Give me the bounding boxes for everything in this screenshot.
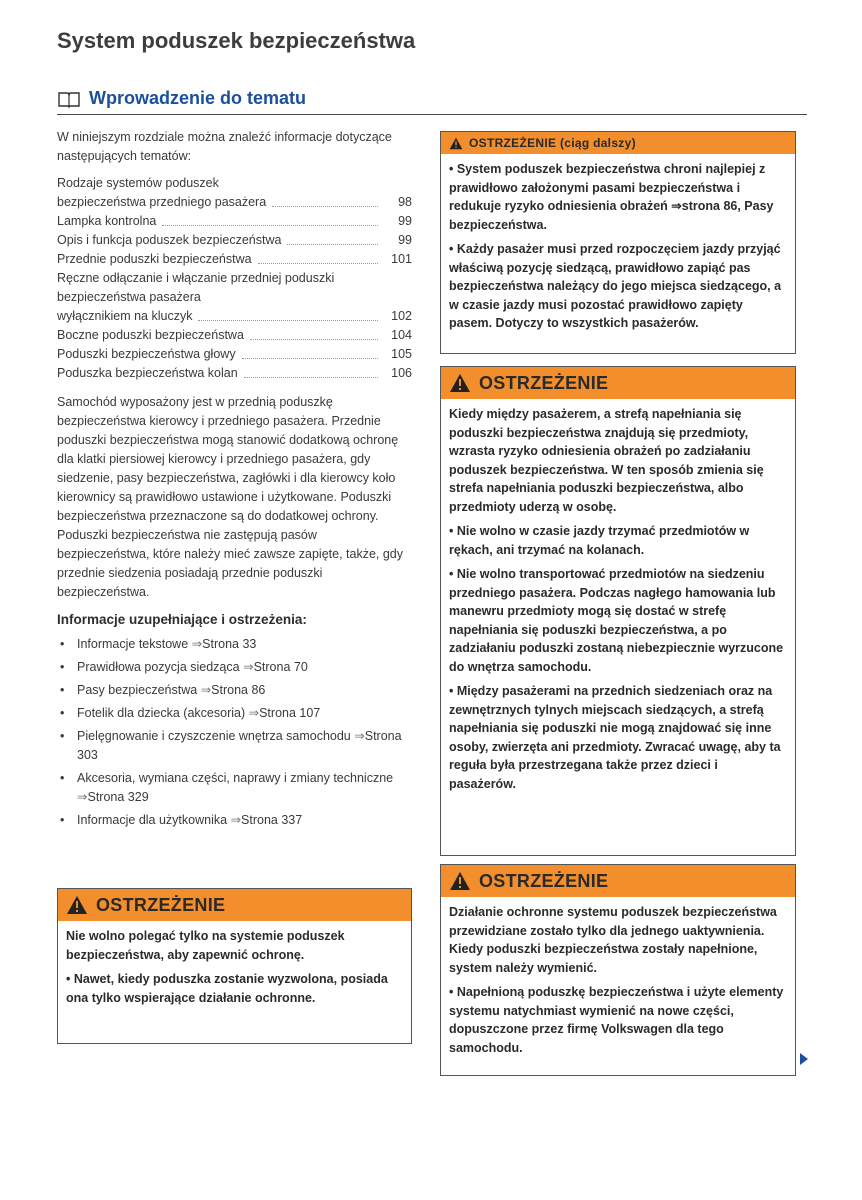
warning-paragraph: • Napełnioną poduszkę bezpieczeństwa i użyte elementy systemu natychmiast wymienić na nowe części, dopuszczone przez firmę Volkswagen dla tego samochodu. [449, 985, 784, 1055]
info-item-ref[interactable]: Strona 337 [241, 813, 303, 827]
warning-title: OSTRZEŻENIE [96, 894, 226, 915]
toc-page: 99 [398, 214, 412, 228]
info-item-ref[interactable]: Strona 107 [259, 706, 321, 720]
toc-label: bezpieczeństwa przedniego pasażera [57, 195, 267, 209]
warning-title: OSTRZEŻENIE [479, 372, 609, 393]
warning-paragraph: Działanie ochronne systemu poduszek bezpieczeństwa przewidziane zostało tylko dla jednego uaktywnienia. Kiedy poduszki bezpieczeństwa zostały napełnione, system należy wymienić. [449, 905, 777, 975]
toc-label-prefix: Ręczne odłączanie i włączanie przedniej poduszki bezpieczeństwa pasażera [57, 271, 335, 304]
info-item-ref[interactable]: Strona 70 [253, 660, 308, 674]
info-item-text: Informacje tekstowe [77, 637, 189, 651]
arrow-icon: ⇒ [248, 706, 260, 720]
arrow-icon: ⇒ [230, 813, 242, 827]
section-header [57, 86, 807, 115]
left-column [57, 128, 412, 834]
toc-label: Lampka kontrolna [57, 214, 157, 228]
toc-entry[interactable] [57, 212, 412, 231]
book-icon [57, 90, 81, 108]
arrow-icon: ⇒ [354, 729, 365, 743]
toc-page: 99 [398, 233, 412, 247]
warning-body [58, 921, 411, 1015]
warning-paragraph: Nie wolno polegać tylko na systemie poduszek bezpieczeństwa, aby zapewnić ochronę. [66, 929, 345, 962]
toc-entry[interactable] [57, 231, 412, 250]
toc-page: 104 [391, 328, 412, 342]
toc-label: Boczne poduszki bezpieczeństwa [57, 328, 244, 342]
toc-label: Przednie poduszki bezpieczeństwa [57, 252, 252, 266]
info-item[interactable]: • Prawidłowa pozycja siedząca ⇒Strona 70 [60, 660, 308, 674]
warning-title: OSTRZEŻENIE [479, 870, 609, 891]
table-of-contents [57, 174, 412, 383]
arrow-icon: ⇒ [200, 683, 212, 697]
warning-header [441, 132, 795, 154]
info-item[interactable]: • Pielęgnowanie i czyszczenie wnętrza samochodu ⇒Strona 303 [60, 729, 402, 762]
warning-triangle-icon [449, 373, 471, 393]
toc-page: 102 [391, 309, 412, 323]
intro-text: W niniejszym rozdziale można znaleźć informacje dotyczące następujących tematów: [57, 130, 392, 163]
toc-page: 98 [398, 195, 412, 209]
toc-entry[interactable] [57, 345, 412, 364]
info-item[interactable]: • Informacje tekstowe ⇒Strona 33 [60, 637, 257, 651]
warning-body [441, 897, 795, 1065]
info-item[interactable]: • Pasy bezpieczeństwa ⇒Strona 86 [60, 683, 266, 697]
toc-label: wyłącznikiem na kluczyk [57, 309, 193, 323]
warning-box-continued [440, 131, 796, 354]
warning-title: OSTRZEŻENIE (ciąg dalszy) [469, 136, 636, 150]
info-item-ref[interactable]: Strona 86 [211, 683, 266, 697]
info-item[interactable]: • Fotelik dla dziecka (akcesoria) ⇒Strona 107 [60, 706, 321, 720]
body-text: Samochód wyposażony jest w przednią poduszkę bezpieczeństwa kierowcy i przedniego pasażera. Przednie poduszki bezpieczeństwa mogą stanowić dodatkową ochronę dla klatki piersiowej kierowcy i przedniego pasażera, gdy siedzenie, pasy bezpieczeństwa, zagłówki i dla kierowcy koło kierownicy są prawidłowo ustawione i użytkowane. Poduszki bezpieczeństwa przeznaczone są do dodatkowej ochrony. Poduszki bezpieczeństwa nie zastępują pasów bezpieczeństwa, które należy mieć zawsze zapięte, także, gdy przednie siedzenia posiadają przednie poduszki bezpieczeństwa. [57, 395, 404, 599]
warning-header [58, 889, 411, 921]
warning-header [441, 367, 795, 399]
toc-page: 105 [391, 347, 412, 361]
toc-entry[interactable] [57, 269, 412, 326]
warning-paragraph: • Między pasażerami na przednich siedzeniach oraz na zewnętrznych tylnych miejscach siedzących, a strefą napełniania się poduszki nie mogą znajdować się inne osoby, zwierzęta ani przedmioty. Zwracać uwagę, aby ta reguła była przestrzegana także przez dzieci i pasażerów. [449, 684, 781, 791]
warning-triangle-icon [66, 895, 88, 915]
section-title: Wprowadzenie do tematu [89, 88, 307, 108]
info-item-ref[interactable]: Strona 303 [77, 729, 402, 762]
arrow-icon: ⇒ [243, 660, 254, 674]
info-item-text: Pielęgnowanie i czyszczenie wnętrza samochodu [77, 729, 351, 743]
warning-paragraph: • Nie wolno w czasie jazdy trzymać przedmiotów w rękach, ani trzymać na kolanach. [449, 524, 750, 557]
info-item-ref[interactable]: Strona 33 [202, 637, 257, 651]
info-heading: Informacje uzupełniające i ostrzeżenia: [57, 612, 307, 627]
toc-label: Poduszki bezpieczeństwa głowy [57, 347, 236, 361]
warning-box-left [57, 888, 412, 1044]
toc-entry[interactable] [57, 174, 412, 212]
toc-label: Opis i funkcja poduszek bezpieczeństwa [57, 233, 282, 247]
info-item-text: Akcesoria, wymiana części, naprawy i zmiany techniczne [77, 771, 394, 785]
toc-page: 106 [391, 366, 412, 380]
info-item[interactable]: • Akcesoria, wymiana części, naprawy i zmiany techniczne ⇒Strona 329 [60, 771, 394, 804]
page-title: System poduszek bezpieczeństwa [57, 28, 416, 53]
arrow-icon: ⇒ [191, 637, 203, 651]
toc-entry[interactable] [57, 364, 412, 383]
warning-box-bottom [440, 864, 796, 1076]
info-item-text: Pasy bezpieczeństwa [77, 683, 198, 697]
warning-triangle-icon [449, 137, 463, 150]
toc-entry[interactable] [57, 250, 412, 269]
warning-header [441, 865, 795, 897]
warning-paragraph: • Nawet, kiedy poduszka zostanie wyzwolona, posiada ona tylko wspierające działanie ochronne. [66, 972, 388, 1005]
info-item-ref[interactable]: Strona 329 [87, 790, 149, 804]
info-item-text: Fotelik dla dziecka (akcesoria) [77, 706, 246, 720]
toc-page: 101 [391, 252, 412, 266]
continue-arrow-icon[interactable] [800, 1053, 808, 1065]
warning-triangle-icon [449, 871, 471, 891]
info-item[interactable]: • Informacje dla użytkownika ⇒Strona 337 [60, 813, 303, 827]
warning-box-middle [440, 366, 796, 856]
info-list [57, 635, 412, 830]
warning-body [441, 399, 795, 801]
warning-body [441, 154, 795, 341]
warning-paragraph: • Nie wolno transportować przedmiotów na siedzeniu przedniego pasażera. Podczas nagłego hamowania lub manewru przedmioty mogą się dostać w strefę napełniania się poduszki bezpieczeństwa, a po zadziałaniu poduszki zostaną niebezpiecznie wyrzucone do wnętrza samochodu. [449, 567, 784, 674]
info-item-text: Informacje dla użytkownika [77, 813, 228, 827]
warning-paragraph: Kiedy między pasażerem, a strefą napełniania się poduszki bezpieczeństwa znajdują się przedmioty, wzrasta ryzyko odniesienia obrażeń po zadziałaniu poduszek bezpieczeństwa. W ten sposób zmienia się strefa napełniania poduszki bezpieczeństwa, albo przedmioty uderzą w osobę. [449, 407, 764, 514]
toc-label: Poduszka bezpieczeństwa kolan [57, 366, 238, 380]
toc-entry[interactable] [57, 326, 412, 345]
arrow-icon: ⇒ [77, 790, 88, 804]
info-item-text: Prawidłowa pozycja siedząca [77, 660, 240, 674]
warning-paragraph: • Każdy pasażer musi przed rozpoczęciem jazdy przyjąć właściwą pozycję siedzącą, prawidłowo zapiąć pas bezpieczeństwa należący do jego miejsca siedzącego, a w czasie jazdy musi pozostać prawidłowo zapięty pasem. Dotyczy to wszystkich pasażerów. [449, 242, 782, 330]
warning-paragraph: • System poduszek bezpieczeństwa chroni najlepiej z prawidłowo założonymi pasami bezpieczeństwa i redukuje ryzyko odniesienia obrażeń ⇒strona 86, Pasy bezpieczeństwa. [449, 162, 774, 232]
toc-label-prefix: Rodzaje systemów poduszek [57, 176, 219, 190]
